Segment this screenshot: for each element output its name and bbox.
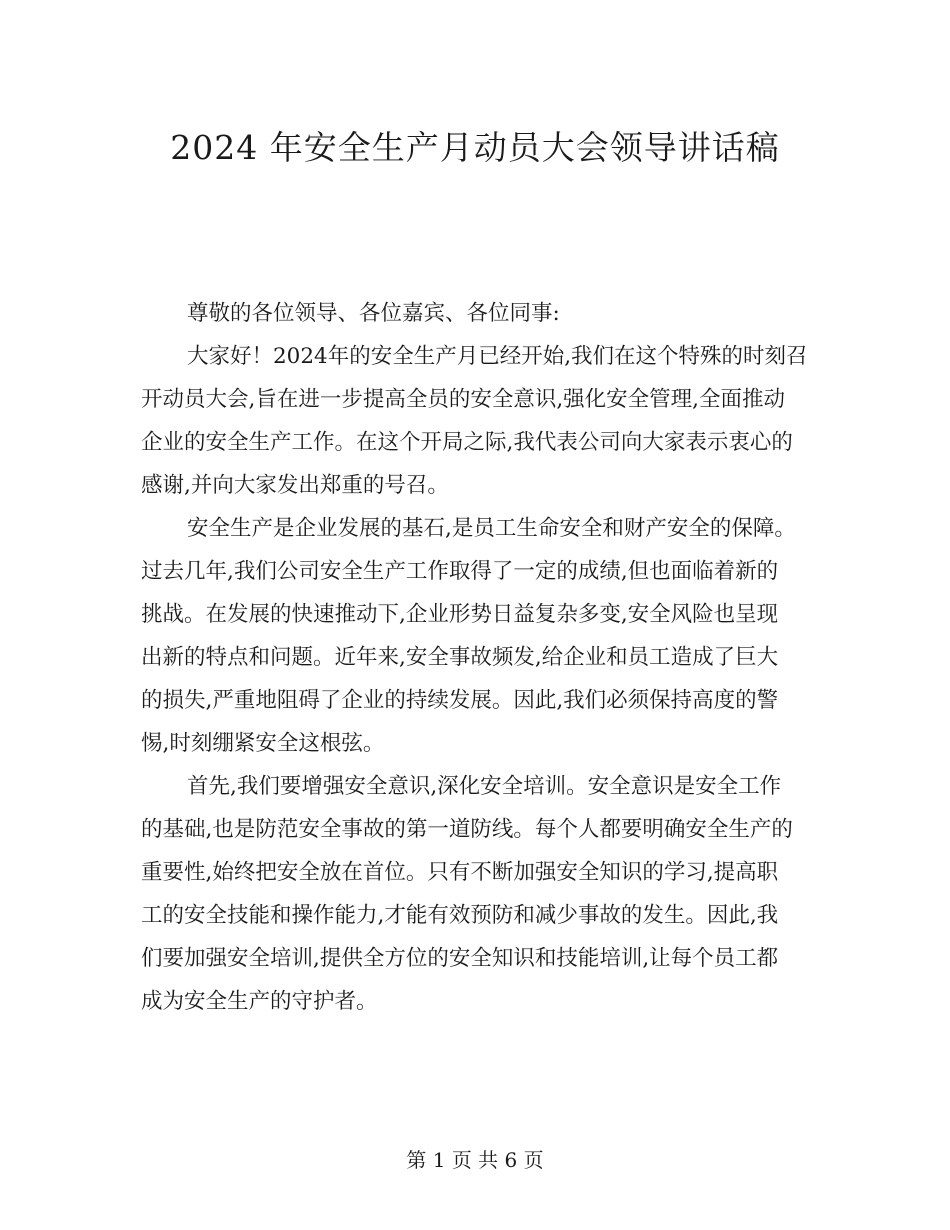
- document-title: 2024 年安全生产月动员大会领导讲话稿: [170, 128, 780, 167]
- text-line: 过去几年,我们公司安全生产工作取得了一定的成绩,但也面临着新的: [141, 559, 779, 584]
- text-line: 开动员大会,旨在进一步提高全员的安全意识,强化安全管理,全面推动: [141, 387, 786, 412]
- paragraph-greeting: [141, 335, 809, 507]
- text-line: 惕,时刻绷紧安全这根弦。: [141, 731, 385, 756]
- text-line: 重要性,始终把安全放在首位。只有不断加强安全知识的学习,提高职: [141, 860, 779, 885]
- page-number-footer: 第 1 页 共 6 页: [406, 1148, 544, 1172]
- text-line: 出新的特点和问题。近年来,安全事故频发,给企业和员工造成了巨大: [141, 645, 779, 670]
- text-line: 工的安全技能和操作能力,才能有效预防和减少事故的发生。因此,我: [141, 903, 779, 928]
- text-line: 大家好！2024年的安全生产月已经开始,我们在这个特殊的时刻召: [187, 344, 808, 369]
- text-line: 安全生产是企业发展的基石,是员工生命安全和财产安全的保障。: [187, 516, 796, 541]
- salutation: 尊敬的各位领导、各位嘉宾、各位同事:: [187, 301, 560, 326]
- paragraph-importance: [141, 507, 809, 765]
- text-line: 首先,我们要增强安全意识,深化安全培训。安全意识是安全工作: [187, 774, 782, 799]
- text-line: 们要加强安全培训,提供全方位的安全知识和技能培训,让每个员工都: [141, 946, 779, 971]
- text-line: 挑战。在发展的快速推动下,企业形势日益复杂多变,安全风险也呈现: [141, 602, 779, 627]
- text-line: 感谢,并向大家发出郑重的号召。: [141, 473, 449, 498]
- paragraph-first-point: [141, 765, 809, 1023]
- text-line: 成为安全生产的守护者。: [141, 989, 378, 1014]
- document-body: [141, 292, 809, 1023]
- text-line: 的基础,也是防范安全事故的第一道防线。每个人都要明确安全生产的: [141, 817, 793, 842]
- text-line: 的损失,严重地阻碍了企业的持续发展。因此,我们必须保持高度的警: [141, 688, 779, 713]
- text-line: 企业的安全生产工作。在这个开局之际,我代表公司向大家表示衷心的: [141, 430, 793, 455]
